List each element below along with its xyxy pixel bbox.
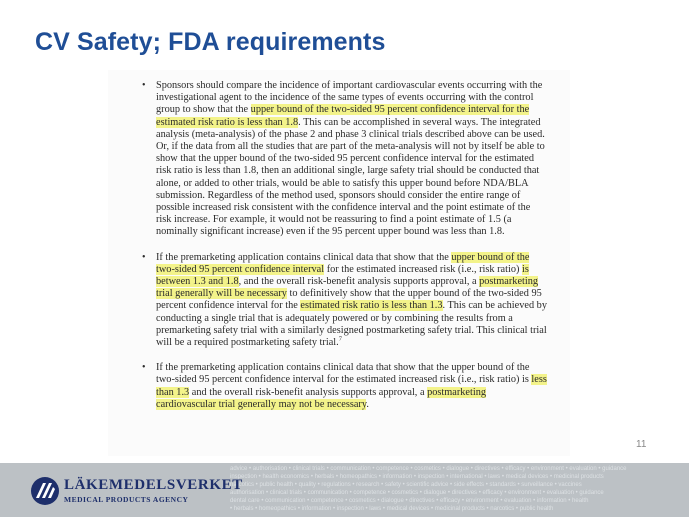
keyword-ticker [230,463,689,517]
keyword-line: advice • authorisation • clinical trials • communication • competence • cosmetics • dialogue • directives • efficacy • environment • evaluation • guidance [230,466,627,472]
agency-name: LÄKEMEDELSVERKET [64,477,243,493]
body-text: Sponsors should compare the incidence of important cardiovascular events occurring with the investigational agent to the incidence of the same types of events occurring with the control group to show that the [156,80,543,116]
keyword-line: dental care • communication • competence • cosmetics • dialogue • directives • efficacy • environment • evaluation • information • health [230,498,589,504]
body-text: to definitively show that the upper bound of the two-sided 95 percent confidence interval for the [156,288,542,312]
keyword-line: • herbals • homeopathics • information • inspection • laws • medical devices • medicinal products • narcotics • public health [230,506,554,512]
body-text: , and the overall risk-benefit analysis supports approval, a [238,276,480,288]
requirement-bullet [142,252,547,350]
body-text: . This can be achieved by conducting a single trial that is adequately powered or by combining the results from a premarketing safety trial with a similarly designed postmarketing safety trial. This clinical trial will be a required postmarketing safety trial. [156,300,547,349]
footnote-marker: 7 [338,335,342,343]
keyword-line: inspection • health economics • herbals • homeopathics • information • inspection • international • laws • medical devices • medicinal products [230,474,604,480]
agency-subtitle: MEDICAL PRODUCTS AGENCY [64,495,189,504]
requirement-bullet-list [142,80,547,411]
highlighted-text: postmarketing trial generally will be necessary [156,276,539,300]
body-text: If the premarketing application contains clinical data that show that the upper bound of the two-sided 95 percent confidence interval for the estimated increased risk (i.e., risk ratio) is [156,362,532,386]
body-text: for the estimated increased risk (i.e., risk ratio) [324,263,522,275]
highlighted-text: is between 1.3 and 1.8 [156,263,529,288]
slide-title: CV Safety; FDA requirements [35,28,386,56]
body-text: If the premarketing application contains clinical data that show that the [156,251,452,263]
body-text: and the overall risk-benefit analysis supports approval, a [189,386,428,398]
agency-logo-icon [30,476,60,506]
highlighted-text: less than 1.3 [156,374,547,398]
body-text: . [366,398,369,410]
keyword-line: authorisation • clinical trials • communication • competence • cosmetics • dialogue • directives • efficacy • environment • evaluation • guidance [230,490,604,496]
page-number: 11 [636,439,647,450]
highlighted-text: postmarketing cardiovascular trial generally may not be necessary [156,386,487,410]
requirement-bullet [142,362,547,411]
highlighted-text: upper bound of the two-sided 95 percent confidence interval [156,251,530,275]
requirement-bullet [142,80,547,239]
highlighted-text: upper bound of the two-sided 95 percent confidence interval for the estimated risk ratio is less than 1.8 [156,104,530,128]
body-text: . This can be accomplished in several ways. The integrated analysis (meta-analysis) of the phase 2 and phase 3 clinical trials described above can be used. Or, if the data from all the studies that are part of the meta-analysis will not by itself be able to show that the upper bound of the two-sided 95 percent confidence interval for the estimated risk ratio is less than 1.8, then an additional single, large safety trial should be conducted that alone, or added to other trials, would be able to satisfy this upper bound before NDA/BLA submission. Regardless of the method used, sponsors should consider the entire range of possible increased risk consistent with the confidence interval and the point estimate of the risk increase. For example, it would not be reassuring to find a point estimate of 1.5 (a nominally significant increase) even if the 95 percent upper bound was less than 1.8. [156,116,545,238]
highlighted-text: estimated risk ratio is less than 1.3 [300,300,443,312]
keyword-line: narcotics • public health • quality • regulations • research • safety • scientific advice • side effects • standards • surveillance • vaccines [230,482,582,488]
